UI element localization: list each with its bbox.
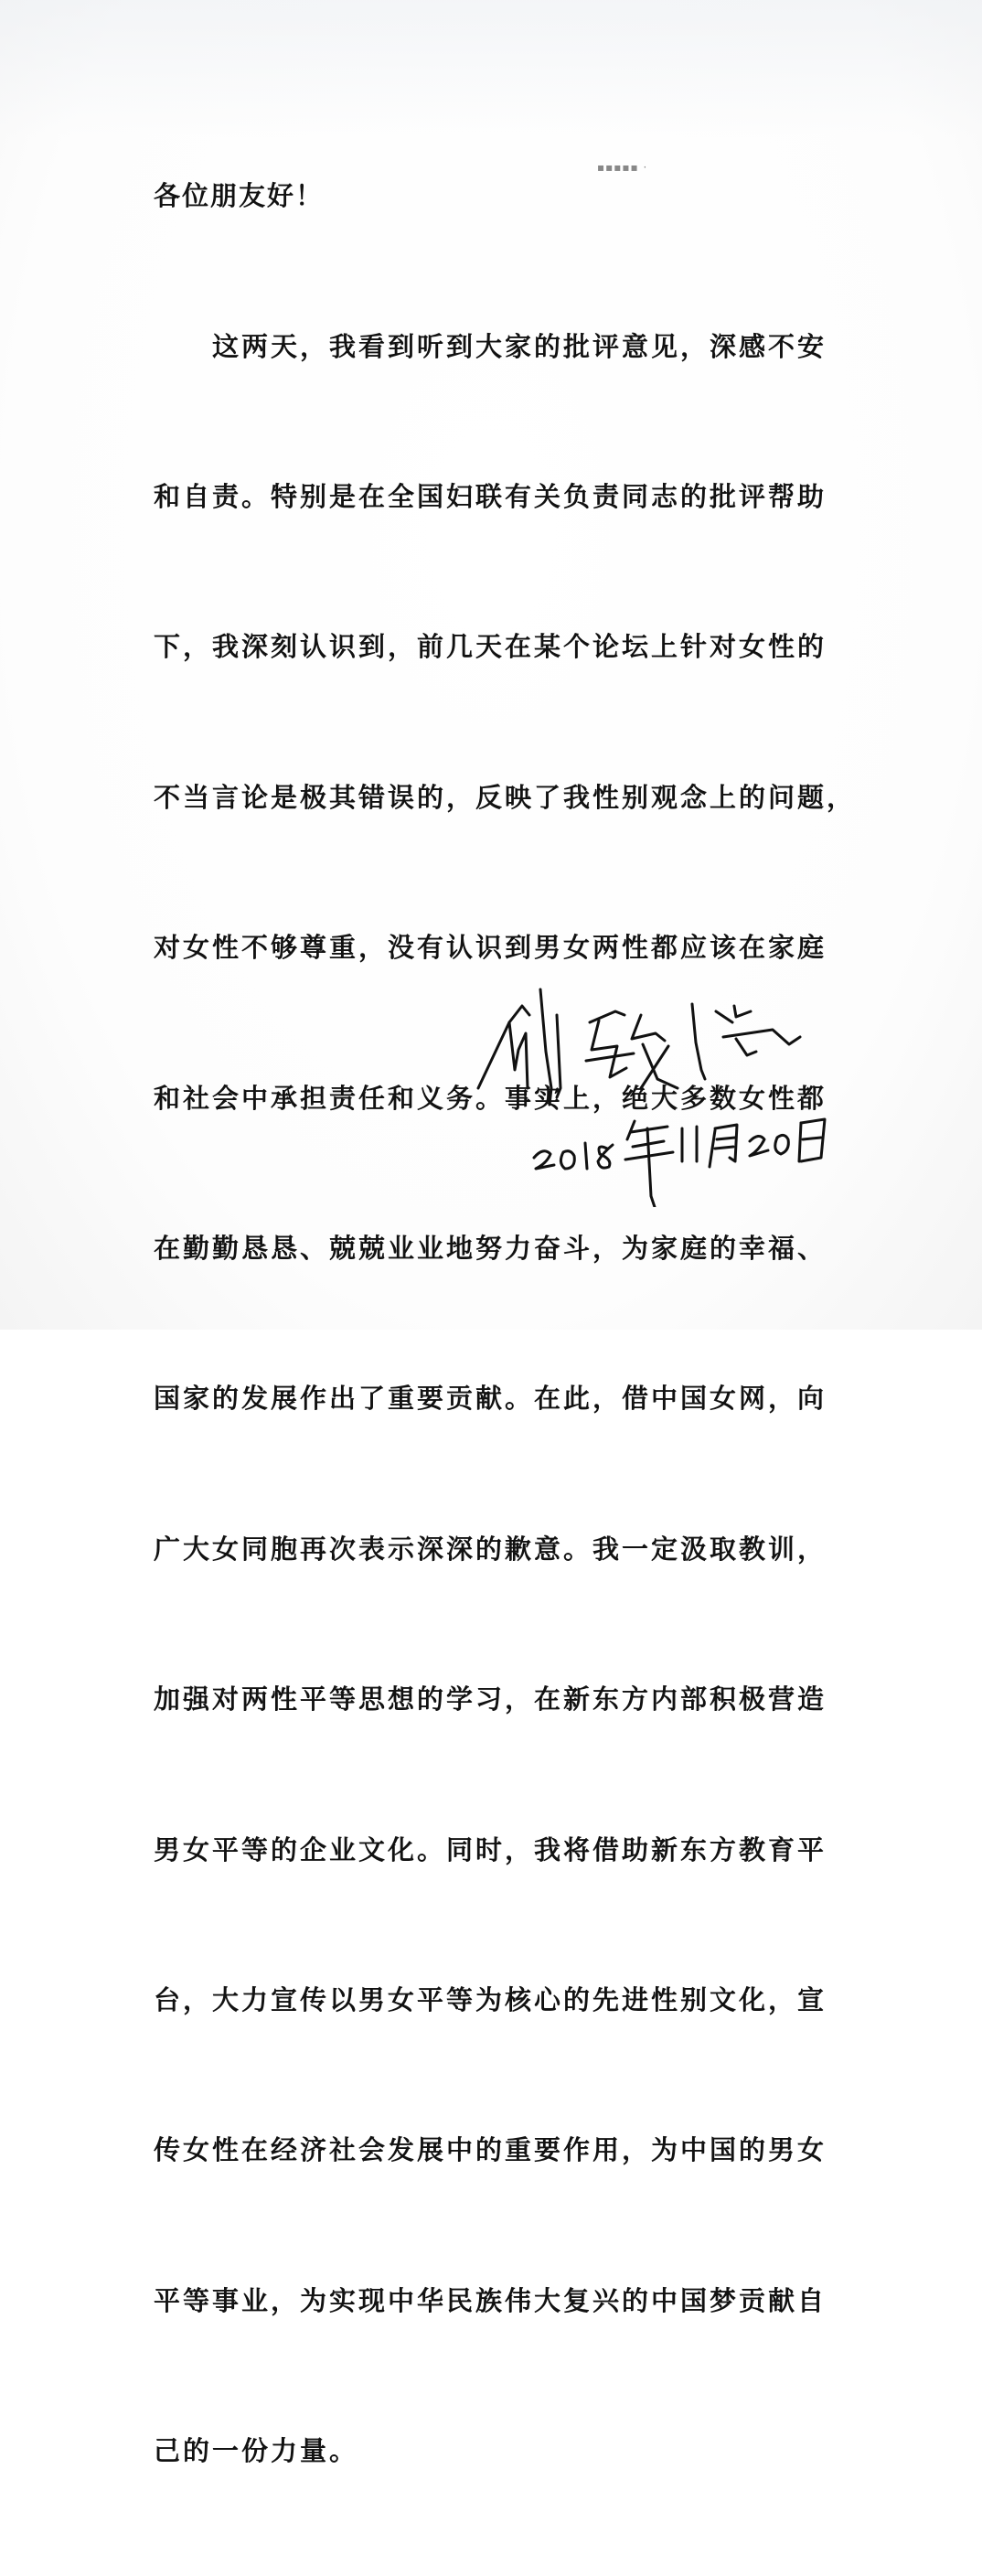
body-line: 己的一份力量。 bbox=[154, 2435, 359, 2467]
body-line: 男女平等的企业文化。同时，我将借助新东方教育平 bbox=[154, 1833, 827, 1865]
body-line: 下，我深刻认识到，前几天在某个论坛上针对女性的 bbox=[154, 631, 827, 663]
body-line: 加强对两性平等思想的学习，在新东方内部积极营造 bbox=[154, 1683, 827, 1716]
body-line: 对女性不够尊重，没有认识到男女两性都应该在家庭 bbox=[154, 932, 827, 964]
body-line: 台，大力宣传以男女平等为核心的先进性别文化，宣 bbox=[154, 1983, 827, 2015]
scan-speck: ▪▪▪▪▪ · bbox=[597, 161, 648, 174]
handwritten-signature bbox=[462, 951, 827, 1116]
salutation: 各位朋友好！ bbox=[154, 180, 325, 211]
body-line: 这两天，我看到听到大家的批评意见，深感不安 bbox=[154, 330, 827, 362]
body-line: 传女性在经济社会发展中的重要作用，为中国的男女 bbox=[154, 2134, 827, 2166]
body-line: 和自责。特别是在全国妇联有关负责同志的批评帮助 bbox=[154, 480, 827, 512]
body-line: 广大女同胞再次表示深深的歉意。我一定汲取教训， bbox=[154, 1533, 827, 1565]
scan-shading bbox=[0, 0, 982, 137]
body-line: 国家的发展作出了重要贡献。在此，借中国女网，向 bbox=[154, 1383, 827, 1415]
body-line: 在勤勤恳恳、兢兢业业地努力奋斗，为家庭的幸福、 bbox=[154, 1232, 827, 1264]
handwritten-date bbox=[530, 1097, 841, 1207]
body-line: 和社会中承担责任和义务。事实上，绝大多数女性都 bbox=[154, 1082, 827, 1114]
body-line: 平等事业，为实现中华民族伟大复兴的中国梦贡献自 bbox=[154, 2284, 827, 2316]
body-line: 不当言论是极其错误的，反映了我性别观念上的问题， bbox=[154, 781, 857, 813]
letter-body bbox=[154, 221, 857, 2576]
